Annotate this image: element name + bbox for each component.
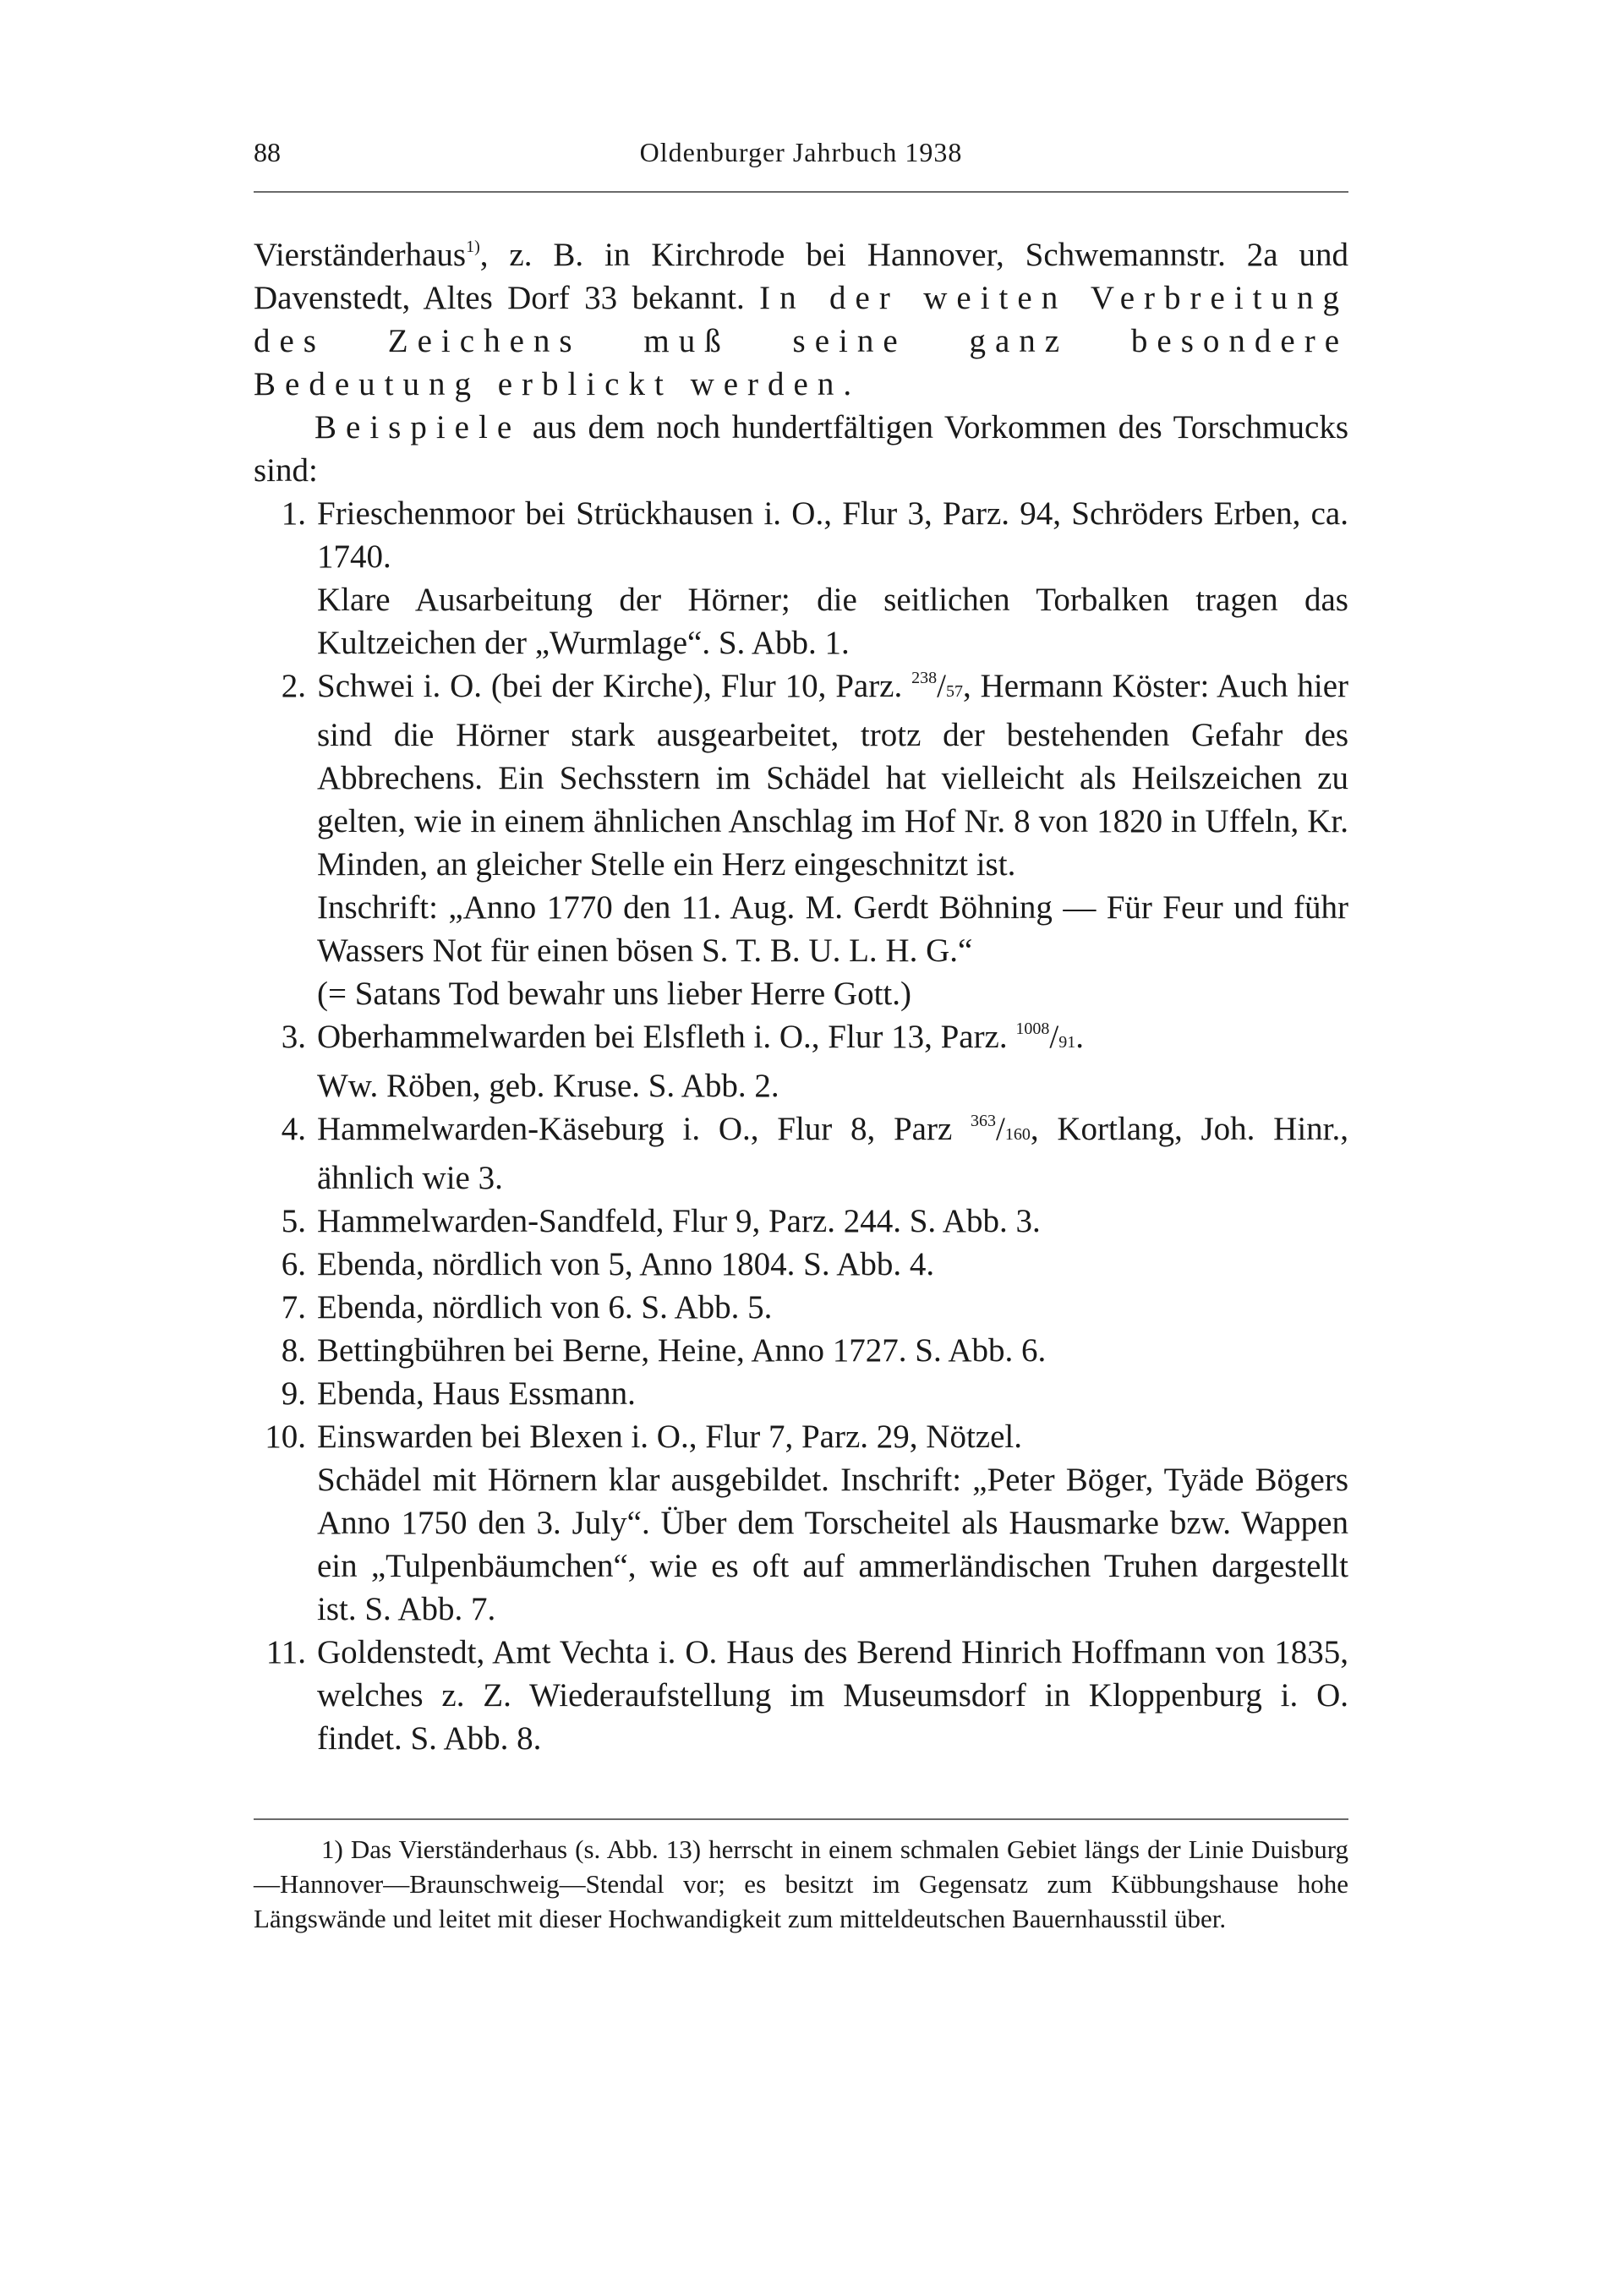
list-item: [254, 1243, 1348, 1286]
item-text: Hammelwarden-Käseburg i. O., Flur 8, Parz $^{363}$/160, Kortlang, Joh. Hinr., ähnlich wie 3.: [317, 1111, 1348, 1196]
item-number: 10.: [265, 1419, 306, 1455]
examples-intro-text: aus dem noch hundertfältigen Vorkommen des Torschmucks sind:: [254, 409, 1348, 489]
item-note: Schädel mit Hörnern klar ausgebildet. Inschrift: „Peter Böger, Tyäde Bögers Anno 1750 den 3. July“. Über dem Torscheitel als Hausmarke bzw. Wappen ein „Tulpenbäumchen“, wie es oft auf ammerländischen Truhen dargestellt ist. S. Abb. 7.: [317, 1462, 1348, 1627]
list-item: [254, 1107, 1348, 1200]
parcel-fraction: $^{363}$/160: [971, 1111, 1031, 1147]
item-gloss: (= Satans Tod bewahr uns lieber Herre Gott.): [317, 976, 912, 1012]
examples-keyword: Beispiele: [314, 409, 522, 446]
item-number: 11.: [265, 1634, 306, 1670]
item-number: 5.: [281, 1203, 306, 1239]
item-number: 6.: [281, 1246, 306, 1282]
item-text: Ebenda, Haus Essmann.: [317, 1375, 636, 1412]
main-text: [254, 233, 1348, 1760]
item-text: Schwei i. O. (bei der Kirche), Flur 10, Parz. $^{238}$/57, Hermann Köster: Auch hier sind die Hörner stark ausgearbeitet, trotz der bestehenden Gefahr des Abbrechens. Ein Sechsstern im Schädel hat vielleicht als Heilszeichen zu gelten, wie in einem ähnlichen Anschlag im Hof Nr. 8 von 1820 in Uffeln, Kr. Minden, an gleicher Stelle ein Herz eingeschnitzt ist.: [317, 668, 1348, 883]
intro-text: Vierständerhaus: [254, 237, 467, 273]
list-item: [254, 1329, 1348, 1372]
running-title: Oldenburger Jahrbuch 1938: [639, 137, 963, 167]
item-number: 3.: [281, 1019, 306, 1055]
examples-intro: [254, 406, 1348, 492]
item-number: 4.: [281, 1111, 306, 1147]
item-number: 8.: [281, 1332, 306, 1369]
footnote-text: Das Vierständerhaus (s. Abb. 13) herrscht in einem schmalen Gebiet längs der Linie Duisburg—Hannover—Braunschweig—Stendal vor; es besitzt im Gegensatz zum Kübbungshause hohe Längswände und leitet mit dieser Hochwandigkeit zum mitteldeutschen Bauernhausstil über.: [254, 1834, 1349, 1933]
item-number: 1.: [281, 495, 306, 532]
list-item: [254, 1372, 1348, 1415]
item-note: Klare Ausarbeitung der Hörner; die seitlichen Torbalken tragen das Kultzeichen der „Wurmlage“. S. Abb. 1.: [317, 582, 1348, 661]
page-header: [254, 137, 1348, 188]
item-text: Goldenstedt, Amt Vechta i. O. Haus des Berend Hinrich Hoffmann von 1835, welches z. Z. Wiederaufstellung im Museumsdorf in Kloppenburg i. O. findet. S. Abb. 8.: [317, 1634, 1348, 1757]
intro-paragraph: [254, 233, 1348, 406]
item-text: Ebenda, nördlich von 5, Anno 1804. S. Abb. 4.: [317, 1246, 935, 1282]
list-item: [254, 492, 1348, 664]
parcel-fraction: $^{238}$/57: [911, 668, 963, 704]
intro-text-rest: , z. B. in Kirchrode bei Hannover, Schwemannstr. 2a und Davenstedt, Altes Dorf 33 bekannt.: [254, 237, 1348, 316]
item-text: Frieschenmoor bei Strückhausen i. O., Flur 3, Parz. 94, Schröders Erben, ca. 1740.: [317, 495, 1348, 575]
item-number: 9.: [281, 1375, 306, 1412]
footnote: [254, 1832, 1348, 1936]
item-note: Ww. Röben, geb. Kruse. S. Abb. 2.: [317, 1068, 779, 1104]
list-item: [254, 1286, 1348, 1329]
footnote-marker: 1): [321, 1834, 343, 1864]
item-inscription: Inschrift: „Anno 1770 den 11. Aug. M. Gerdt Böhning — Für Feur und führ Wassers Not für einen bösen S. T. B. U. L. H. G.“: [317, 889, 1348, 969]
item-number: 7.: [281, 1289, 306, 1326]
list-item: [254, 1415, 1348, 1631]
list-item: [254, 1631, 1348, 1760]
item-text: Hammelwarden-Sandfeld, Flur 9, Parz. 244. S. Abb. 3.: [317, 1203, 1041, 1239]
footnote-rule: [254, 1818, 1348, 1820]
item-text: Ebenda, nördlich von 6. S. Abb. 5.: [317, 1289, 773, 1326]
emphasized-sentence: In der weiten Verbreitung des Zeichens muß seine ganz besondere Bedeutung erblickt werden.: [254, 280, 1348, 402]
item-text: Oberhammelwarden bei Elsfleth i. O., Flur 13, Parz. $^{1008}$/91.: [317, 1019, 1084, 1055]
footnote-reference: 1): [466, 238, 480, 256]
header-rule: [254, 191, 1348, 193]
examples-list: [254, 492, 1348, 1760]
page-number: 88: [254, 137, 281, 167]
parcel-fraction: $^{1008}$/91: [1015, 1019, 1076, 1055]
item-text: Einswarden bei Blexen i. O., Flur 7, Parz. 29, Nötzel.: [317, 1419, 1022, 1455]
list-item: [254, 664, 1348, 1015]
item-number: 2.: [281, 668, 306, 704]
list-item: [254, 1015, 1348, 1107]
item-text: Bettingbühren bei Berne, Heine, Anno 1727. S. Abb. 6.: [317, 1332, 1047, 1369]
list-item: [254, 1200, 1348, 1243]
